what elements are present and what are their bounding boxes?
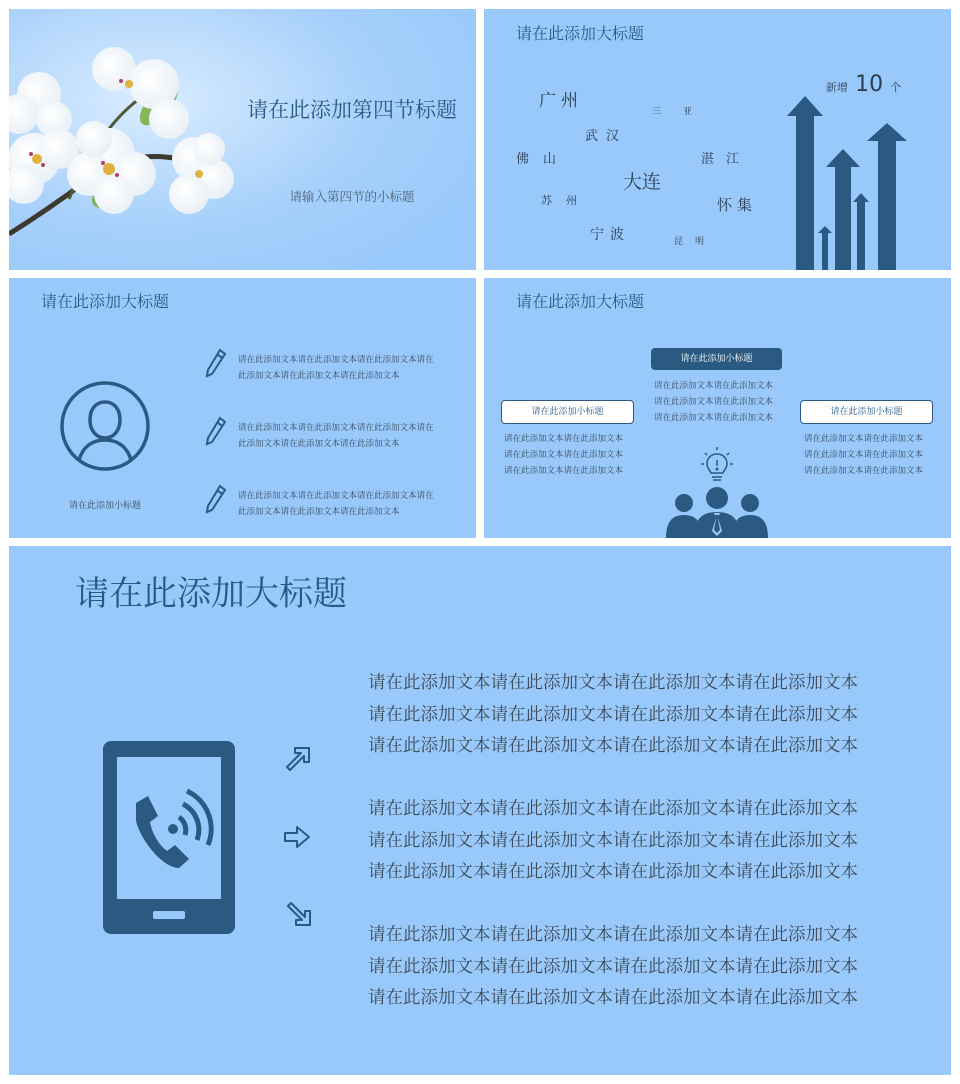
arrow-down-right-icon [285,900,315,930]
center-text: 请在此添加文本请在此添加文本 请在此添加文本请在此添加文本 请在此添加文本请在此添加文本 [654,381,774,423]
section-title: 请在此添加第四节标题 [247,98,457,122]
slide-profile-list[interactable] [9,278,476,538]
arrow-up-right-icon [284,743,314,773]
city-label: 佛山 [516,152,571,167]
paragraph: 请在此添加文本请在此添加文本请在此添加文本请在此添加文本 请在此添加文本请在此添加文本请在此添加文本请在此添加文本 请在此添加文本请在此添加文本请在此添加文本请在此添加文本 [368,925,858,1008]
phone-call-icon [103,741,235,934]
city-label: 怀集 [717,196,758,214]
team-icon [664,486,770,538]
slide-heading: 请在此添加大标题 [516,24,645,43]
slide-heading: 请在此添加大标题 [75,574,347,614]
slide-section-cover[interactable] [9,9,476,270]
city-label: 大连 [623,171,662,193]
section-subtitle: 请输入第四节的小标题 [289,189,415,204]
slide-phone-contact[interactable] [9,546,951,1075]
city-label: 广州 [539,91,583,111]
avatar-caption: 请在此添加小标题 [68,501,141,511]
city-label: 武汉 [585,129,628,144]
city-label: 湛江 [701,152,752,167]
right-label: 请在此添加小标题 [800,400,933,424]
slide-heading: 请在此添加大标题 [41,292,170,311]
left-label: 请在此添加小标题 [501,400,634,424]
paragraph: 请在此添加文本请在此添加文本请在此添加文本请在此添加文本 请在此添加文本请在此添加文本请在此添加文本请在此添加文本 请在此添加文本请在此添加文本请在此添加文本请在此添加文本 [368,673,858,756]
pencil-icon [205,416,227,446]
growth-caption: 新增 10 个 [826,72,902,97]
city-label: 苏州 [541,194,591,207]
center-label: 请在此添加小标题 [651,348,782,370]
slide-heading: 请在此添加大标题 [516,292,645,311]
pencil-icon [205,484,227,514]
arrow-right-icon [282,822,312,852]
growth-arrows-icon [784,89,914,270]
city-label: 三亚 [652,107,715,117]
flower-image [9,9,476,270]
list-item-text: 请在此添加文本请在此添加文本请在此添加文本请在此添加文本请在此添加文本请在此添加文本 [238,491,434,517]
lightbulb-icon [696,446,738,486]
pencil-icon [205,348,227,378]
list-item-text: 请在此添加文本请在此添加文本请在此添加文本请在此添加文本请在此添加文本请在此添加文本 [238,355,434,381]
user-avatar-icon [59,380,151,472]
city-label: 昆明 [674,237,717,247]
paragraph: 请在此添加文本请在此添加文本请在此添加文本请在此添加文本 请在此添加文本请在此添加文本请在此添加文本请在此添加文本 请在此添加文本请在此添加文本请在此添加文本请在此添加文本 [368,799,858,882]
city-label: 宁波 [590,227,630,243]
slide-cities-growth[interactable] [484,9,951,270]
right-text: 请在此添加文本请在此添加文本 请在此添加文本请在此添加文本 请在此添加文本请在此添加文本 [804,434,924,476]
left-text: 请在此添加文本请在此添加文本 请在此添加文本请在此添加文本 请在此添加文本请在此添加文本 [504,434,624,476]
list-item-text: 请在此添加文本请在此添加文本请在此添加文本请在此添加文本请在此添加文本请在此添加文本 [238,423,434,449]
slide-team-ideas[interactable] [484,278,951,538]
